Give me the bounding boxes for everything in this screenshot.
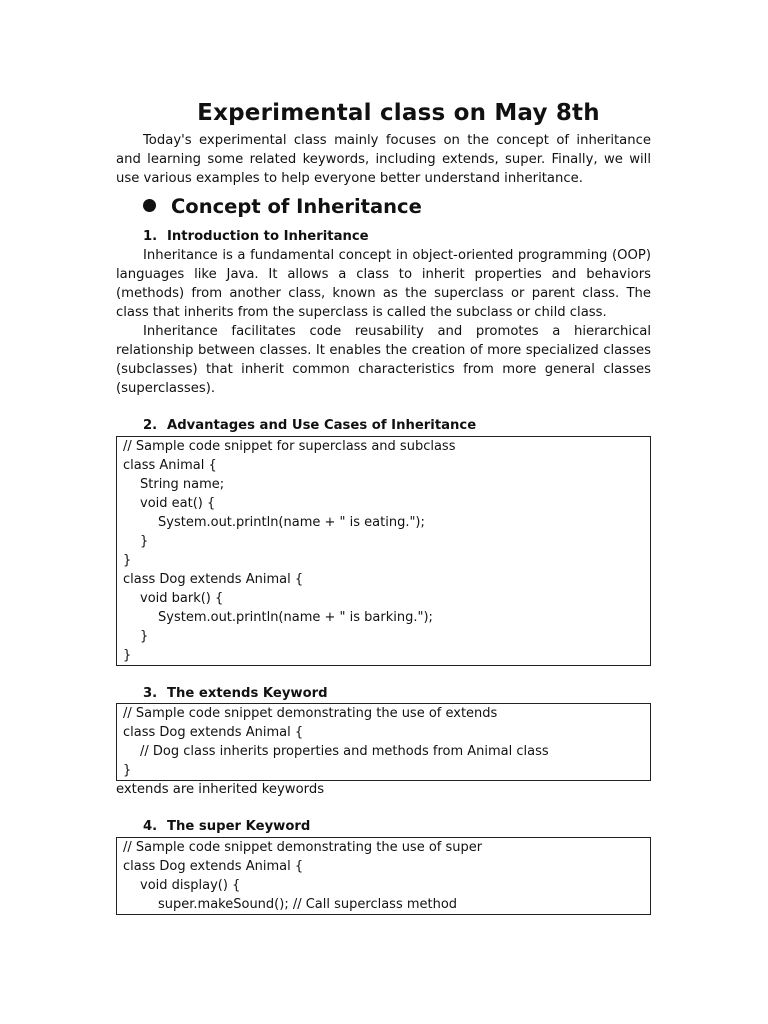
- subsection-heading-3: 3. The extends Keyword: [143, 686, 328, 701]
- section-heading: [143, 194, 422, 220]
- code-line: // Sample code snippet demonstrating the use of super: [123, 840, 483, 855]
- code-line: super.makeSound(); // Call superclass method: [158, 897, 458, 912]
- code-line: }: [123, 553, 132, 568]
- bullet-icon: [143, 199, 156, 212]
- code-line: class Dog extends Animal {: [123, 572, 304, 587]
- code-line: String name;: [140, 477, 225, 492]
- document-title: Experimental class on May 8th: [197, 100, 600, 126]
- subsection-1-paragraph-1: Inheritance is a fundamental concept in object-oriented programming (OOP) languages like Java. It allows a class to inherit properties and behaviors (methods) from another class, known as the superclass or parent class. The class that inherits from the superclass is called the subclass or child class.: [116, 248, 651, 320]
- code-line: void display() {: [140, 878, 241, 893]
- code-line: class Animal {: [123, 458, 217, 473]
- code-block-extends: [116, 703, 651, 781]
- code-line: void eat() {: [140, 496, 216, 511]
- code-block-super: [116, 837, 651, 915]
- code-block-superclass-subclass: [116, 436, 651, 666]
- code-line: // Sample code snippet demonstrating the use of extends: [123, 706, 498, 721]
- code-line: // Sample code snippet for superclass and subclass: [123, 439, 456, 454]
- code-line: }: [123, 763, 132, 778]
- code-line: System.out.println(name + " is eating.");: [158, 515, 425, 530]
- extends-note: extends are inherited keywords: [116, 782, 325, 797]
- intro-paragraph: Today's experimental class mainly focuses on the concept of inheritance and learning some related keywords, including extends, super. Finally, we will use various examples to help everyone better understand inheritance.: [116, 133, 651, 186]
- subsection-heading-2: 2. Advantages and Use Cases of Inheritance: [143, 418, 477, 433]
- subsection-heading-1: 1. Introduction to Inheritance: [143, 229, 369, 244]
- code-line: }: [140, 534, 149, 549]
- code-line: }: [140, 629, 149, 644]
- code-line: class Dog extends Animal {: [123, 859, 304, 874]
- code-line: System.out.println(name + " is barking.");: [158, 610, 433, 625]
- code-line: class Dog extends Animal {: [123, 725, 304, 740]
- section-heading-text: Concept of Inheritance: [171, 195, 422, 218]
- subsection-heading-4: 4. The super Keyword: [143, 819, 311, 834]
- code-line: }: [123, 648, 132, 663]
- code-line: // Dog class inherits properties and methods from Animal class: [140, 744, 549, 759]
- code-line: void bark() {: [140, 591, 224, 606]
- subsection-1-paragraph-2: Inheritance facilitates code reusability and promotes a hierarchical relationship between classes. It enables the creation of more specialized classes (subclasses) that inherit common characteristics from more general classes (superclasses).: [116, 324, 651, 396]
